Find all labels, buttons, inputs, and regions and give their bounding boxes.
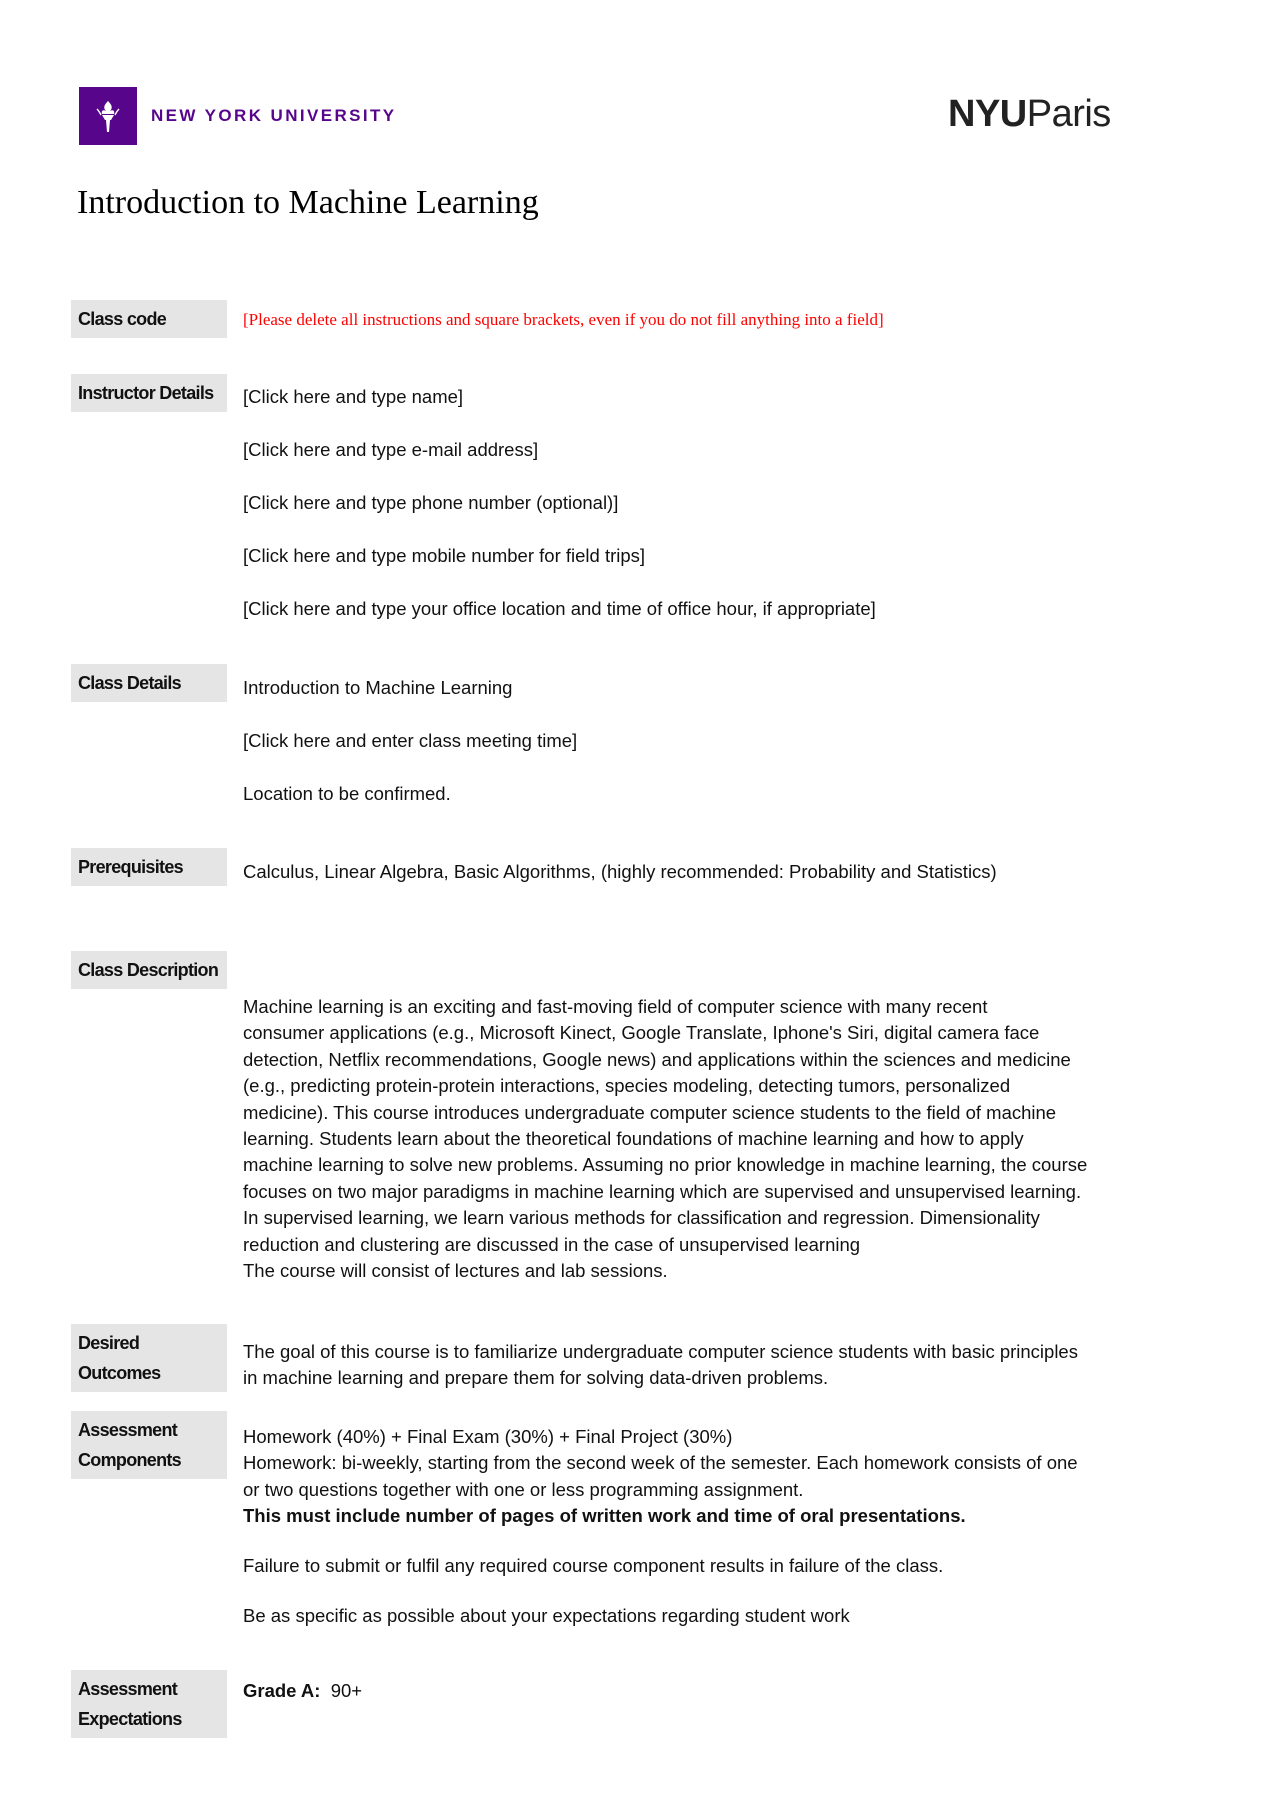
instructor-email-field[interactable]: [Click here and type e-mail address] bbox=[243, 439, 539, 460]
failure-policy-text: Failure to submit or fulfil any required course component results in failure of the class. bbox=[243, 1555, 944, 1576]
label-line: Outcomes bbox=[78, 1363, 161, 1383]
class-code-instruction[interactable]: [Please delete all instructions and square brackets, even if you do not fill anything into a field] bbox=[243, 310, 884, 329]
description-line: focuses on two major paradigms in machine learning which are supervised and unsupervised learning. bbox=[243, 1180, 1082, 1202]
description-line: machine learning to solve new problems. Assuming no prior knowledge in machine learning, the course bbox=[243, 1154, 1088, 1176]
description-line: medicine). This course introduces undergraduate computer science students to the field of machine bbox=[243, 1101, 1057, 1123]
paris-logo-paris: Paris bbox=[1026, 93, 1111, 135]
class-location: Location to be confirmed. bbox=[243, 783, 451, 804]
grade-a-value: 90+ bbox=[330, 1680, 363, 1701]
label-line: Desired bbox=[78, 1333, 140, 1353]
description-line: learning. Students learn about the theoretical foundations of machine learning and how to apply bbox=[243, 1128, 1024, 1150]
components-line: Homework (40%) + Final Exam (30%) + Final Project (30%) bbox=[243, 1426, 733, 1447]
components-bold-line: This must include number of pages of written work and time of oral presentations. bbox=[243, 1505, 966, 1527]
description-line: detection, Netflix recommendations, Google news) and applications within the sciences and medicine bbox=[243, 1048, 1071, 1070]
prerequisites-text: Calculus, Linear Algebra, Basic Algorithms, (highly recommended: Probability and Statistics) bbox=[243, 861, 997, 882]
instructor-office-field[interactable]: [Click here and type your office location and time of office hour, if appropriate] bbox=[243, 598, 876, 619]
description-line: (e.g., predicting protein-protein interactions, species modeling, detecting tumors, personalized bbox=[243, 1075, 1011, 1097]
label-desired-outcomes bbox=[71, 1324, 227, 1392]
paris-logo-nyu: NYU bbox=[948, 93, 1027, 135]
instructor-phone-field[interactable]: [Click here and type phone number (optional)] bbox=[243, 492, 619, 513]
class-meeting-time-field[interactable]: [Click here and enter class meeting time] bbox=[243, 730, 578, 751]
label-class-details: Class Details bbox=[71, 664, 227, 702]
expectations-instruction: Be as specific as possible about your expectations regarding student work bbox=[243, 1605, 850, 1626]
description-line: The course will consist of lectures and lab sessions. bbox=[243, 1260, 668, 1282]
label-instructor-details: Instructor Details bbox=[71, 374, 227, 412]
torch-icon bbox=[79, 87, 137, 145]
class-description-text bbox=[243, 994, 1173, 1284]
nyu-torch-logo bbox=[79, 87, 137, 145]
description-line: consumer applications (e.g., Microsoft Kinect, Google Translate, Iphone's Siri, digital camera face bbox=[243, 1022, 1040, 1044]
outcomes-line: in machine learning and prepare them for solving data-driven problems. bbox=[243, 1367, 829, 1389]
outcomes-line: The goal of this course is to familiarize undergraduate computer science students with basic principles bbox=[243, 1341, 1078, 1362]
description-line: In supervised learning, we learn various methods for classification and regression. Dimensionality bbox=[243, 1207, 1040, 1229]
label-line: Expectations bbox=[78, 1709, 182, 1729]
page-title: Introduction to Machine Learning bbox=[77, 184, 539, 221]
university-name: NEW YORK UNIVERSITY bbox=[151, 106, 397, 125]
label-class-description: Class Description bbox=[71, 951, 227, 989]
label-prerequisites: Prerequisites bbox=[71, 848, 227, 886]
description-line: Machine learning is an exciting and fast-moving field of computer science with many recent bbox=[243, 996, 988, 1017]
grade-a-row bbox=[243, 1680, 362, 1702]
desired-outcomes-text bbox=[243, 1339, 1173, 1392]
components-line: Homework: bi-weekly, starting from the second week of the semester. Each homework consists of one bbox=[243, 1452, 1078, 1474]
label-line: Assessment bbox=[78, 1679, 178, 1699]
grade-a-label: Grade A: bbox=[243, 1680, 321, 1701]
label-line: Assessment bbox=[78, 1420, 178, 1440]
assessment-components-text bbox=[243, 1424, 1173, 1530]
instructor-mobile-field[interactable]: [Click here and type mobile number for field trips] bbox=[243, 545, 646, 566]
components-line: or two questions together with one or less programming assignment. bbox=[243, 1478, 804, 1500]
label-class-code: Class code bbox=[71, 300, 227, 338]
description-line: reduction and clustering are discussed in the case of unsupervised learning bbox=[243, 1233, 861, 1255]
label-line: Components bbox=[78, 1450, 181, 1470]
label-assessment-expectations bbox=[71, 1670, 227, 1738]
nyu-paris-logo bbox=[948, 93, 1111, 136]
label-assessment-components bbox=[71, 1411, 227, 1479]
instructor-name-field[interactable]: [Click here and type name] bbox=[243, 386, 464, 407]
class-name: Introduction to Machine Learning bbox=[243, 677, 513, 698]
